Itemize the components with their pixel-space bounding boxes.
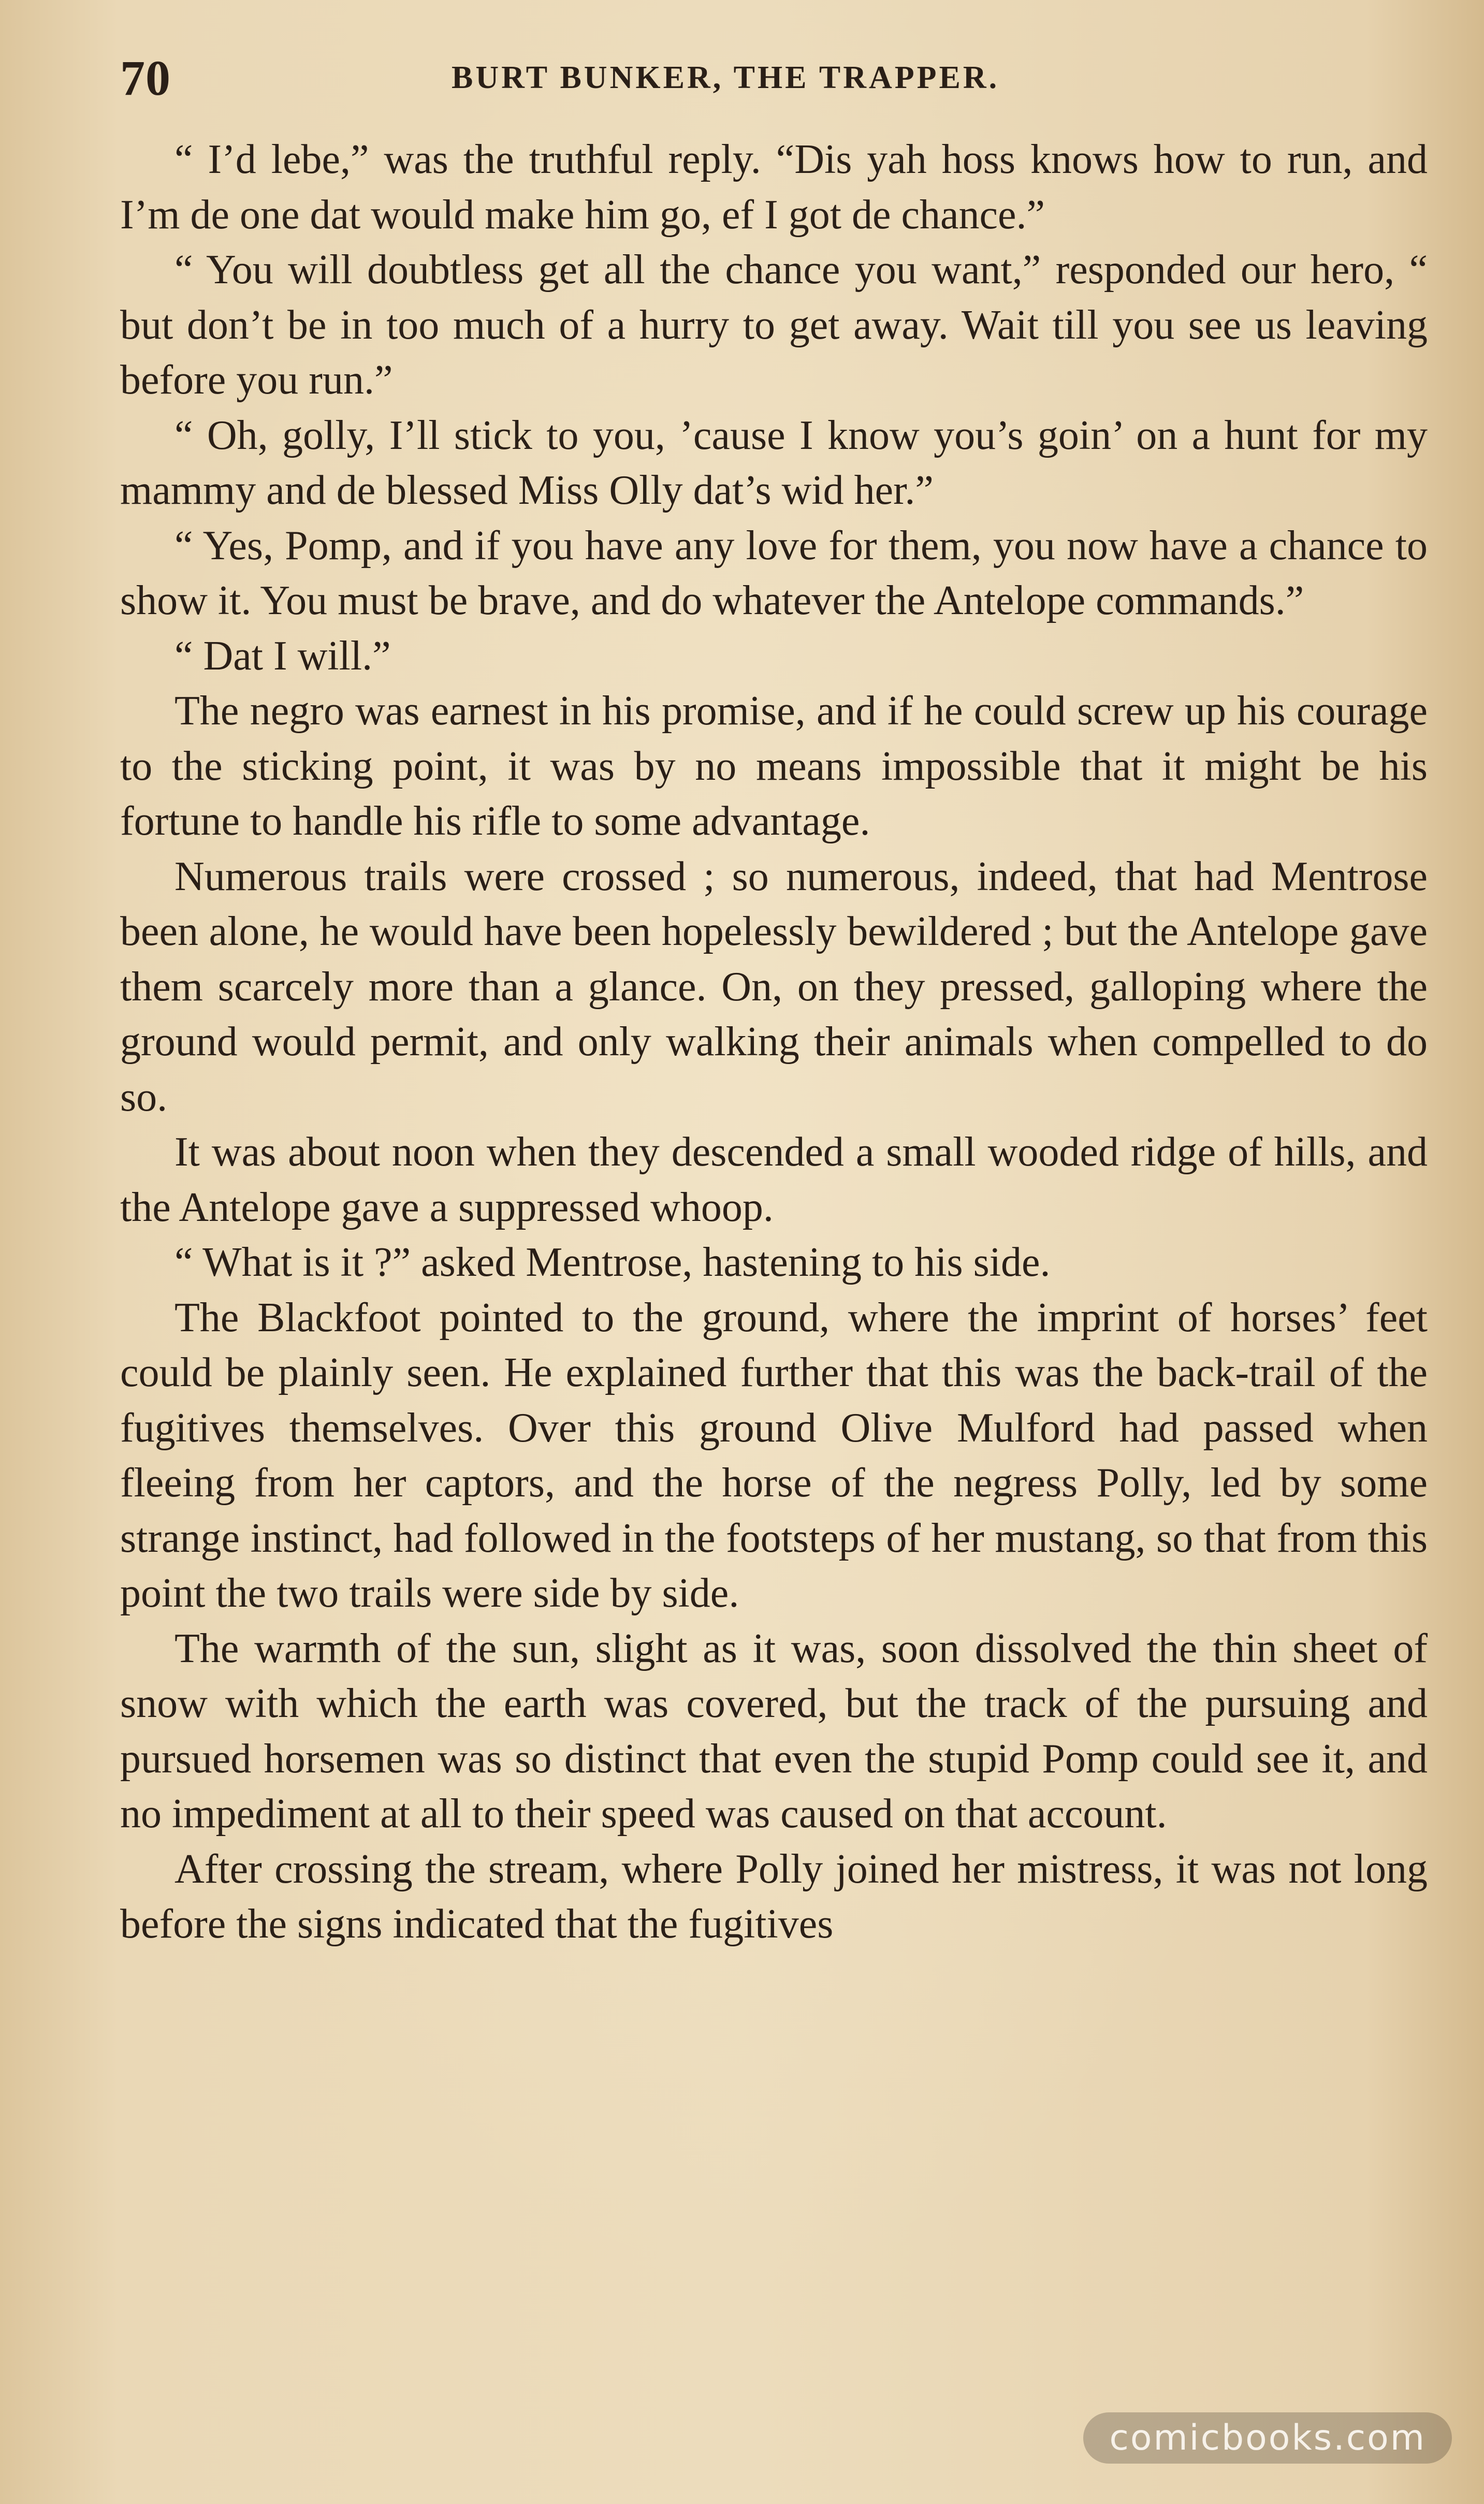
page-header [120, 49, 1406, 117]
running-title: BURT BUNKER, THE TRAPPER. [452, 60, 1000, 95]
paragraph: “ I’d lebe,” was the truthful reply. “Dis yah hoss knows how to run, and I’m de one dat would make him go, ef I got de chance.” [120, 137, 1428, 238]
paragraph: “ What is it ?” asked Mentrose, hastening to his side. [174, 1240, 1051, 1285]
paragraph: It was about noon when they descended a small wooded ridge of hills, and the Antelope gave a suppressed whoop. [120, 1129, 1428, 1230]
paragraph: Numerous trails were crossed ; so numerous, indeed, that had Mentrose been alone, he would have been hopelessly bewildered ; but the Antelope gave them scarcely more than a glance. On, on they pressed, galloping where the ground would permit, and only walking their animals when compelled to do so. [120, 853, 1428, 1120]
watermark: comicbooks.com [1083, 2412, 1452, 2464]
paragraph: “ Yes, Pomp, and if you have any love for them, you now have a chance to show it. You must be brave, and do whatever the Antelope commands.” [120, 522, 1428, 623]
paragraph: “ You will doubtless get all the chance you want,” responded our hero, “ but don’t be in too much of a hurry to get away. Wait till you see us leaving before you run.” [120, 247, 1428, 403]
paragraph: The negro was earnest in his promise, and if he could screw up his courage to the sticking point, it was by no means impossible that it might be his fortune to handle his rifle to some advantage. [120, 688, 1428, 844]
paragraph: After crossing the stream, where Polly joined her mistress, it was not long before the signs indicated that the fugitives [120, 1846, 1428, 1947]
page-number: 70 [120, 50, 171, 106]
paragraph: The Blackfoot pointed to the ground, where the imprint of horses’ feet could be plainly seen. He explained further that this was the back-trail of the fugitives themselves. Over this ground Olive Mulford had passed when fleeing from her captors, and the horse of the negress Polly, led by some strange instinct, had followed in the footsteps of her mustang, so that from this point the two trails were side by side. [120, 1294, 1428, 1616]
paragraph: “ Oh, golly, I’ll stick to you, ’cause I know you’s goin’ on a hunt for my mammy and de blessed Miss Olly dat’s wid her.” [120, 412, 1428, 513]
body-text [120, 132, 1428, 1952]
paragraph: The warmth of the sun, slight as it was, soon dissolved the thin sheet of snow with which the earth was covered, but the track of the pursuing and pursued horsemen was so distinct that even the stupid Pomp could see it, and no impediment at all to their speed was caused on that account. [120, 1625, 1428, 1837]
paragraph: “ Dat I will.” [174, 633, 391, 679]
